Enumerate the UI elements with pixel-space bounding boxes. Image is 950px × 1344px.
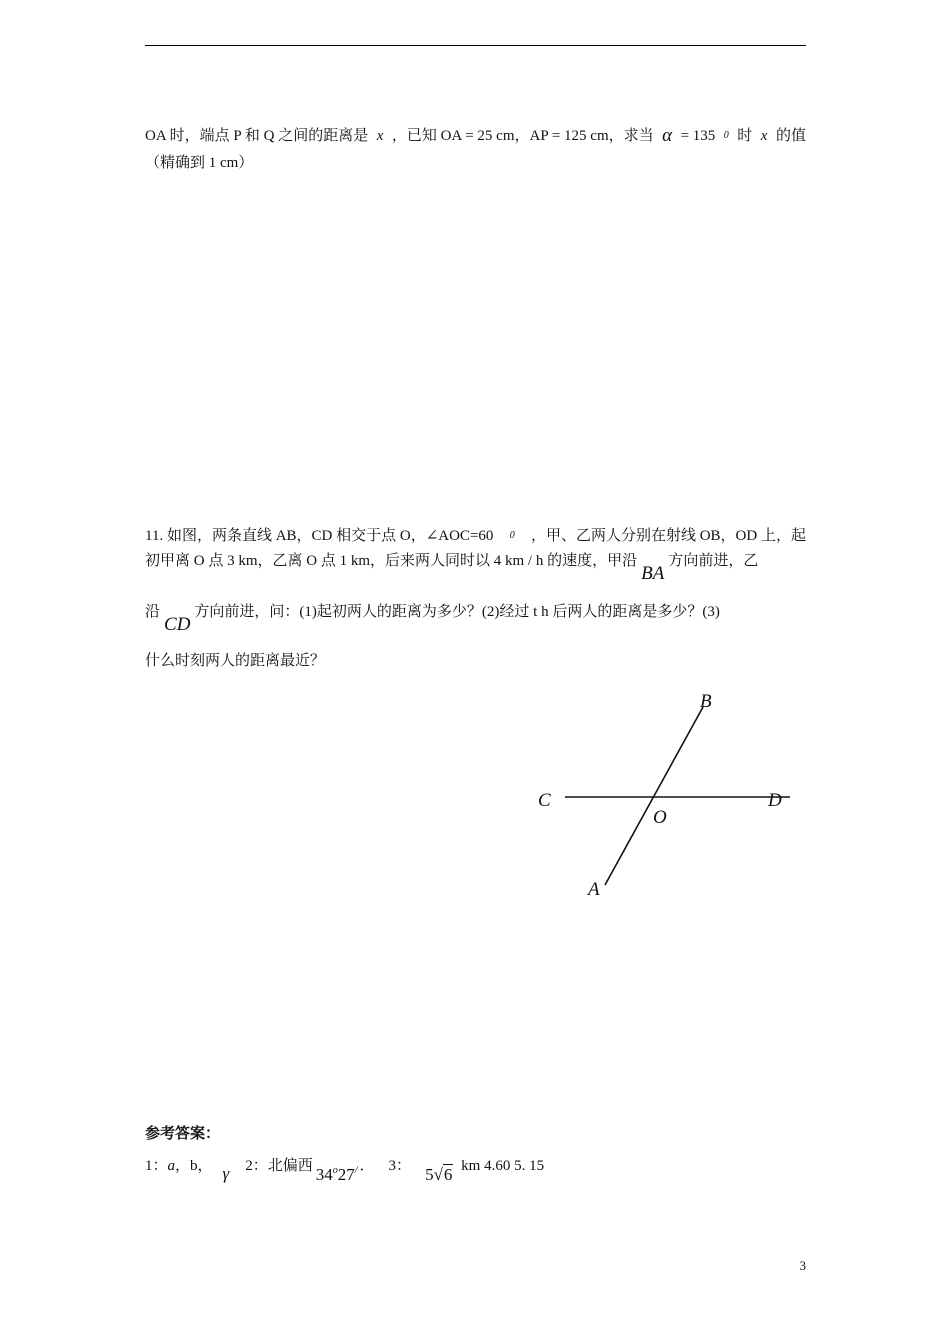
sqrt-expression: 5√6 xyxy=(425,1165,453,1184)
q10-line-1: OA 时，端点 P 和 Q 之间的距离是 x ，已知 OA = 25 cm，AP = 125 cm，求当 α = 135 0 时 x 的值 xyxy=(145,125,806,146)
label-b: B xyxy=(700,691,712,712)
page-number: 3 xyxy=(799,1258,806,1273)
label-a: A xyxy=(588,879,600,900)
line-ab xyxy=(605,707,703,885)
label-o: O xyxy=(653,807,667,828)
q10-line-2: （精确到 1 cm） xyxy=(145,155,254,171)
answers-line: 1：a，b， γ 2：北偏西 34$^o$27/ ． 3： 5√6 km 4.60 5. 15 xyxy=(145,1158,545,1184)
q11-line-3: 沿CD方向前进，问：(1)起初两人的距离为多少？(2)经过 t h 后两人的距离是多少？(3) xyxy=(145,604,720,635)
intersecting-lines-figure xyxy=(530,685,800,905)
q11-line-4: 什么时刻两人的距离最近？ xyxy=(145,653,326,669)
label-c: C xyxy=(538,790,551,811)
bearing-value: 34$^o$27/ xyxy=(315,1165,358,1184)
answers-heading: 参考答案： xyxy=(145,1126,221,1142)
q11-line-2: 初甲离 O 点 3 km，乙离 O 点 1 km，后来两人同时以 4 km / h 的速度，甲沿BA方向前进，乙 xyxy=(145,553,759,584)
label-d: D xyxy=(768,790,782,811)
vector-cd: CD xyxy=(164,614,191,635)
vector-ba: BA xyxy=(641,563,665,584)
header-rule xyxy=(145,45,806,46)
q11-line-1: 11. 如图，两条直线 AB，CD 相交于点 O，∠AOC=60 0 ，甲、乙两人分别在射线 OB，OD 上，起 xyxy=(145,528,806,544)
sqrt-sign: √ xyxy=(433,1165,443,1184)
